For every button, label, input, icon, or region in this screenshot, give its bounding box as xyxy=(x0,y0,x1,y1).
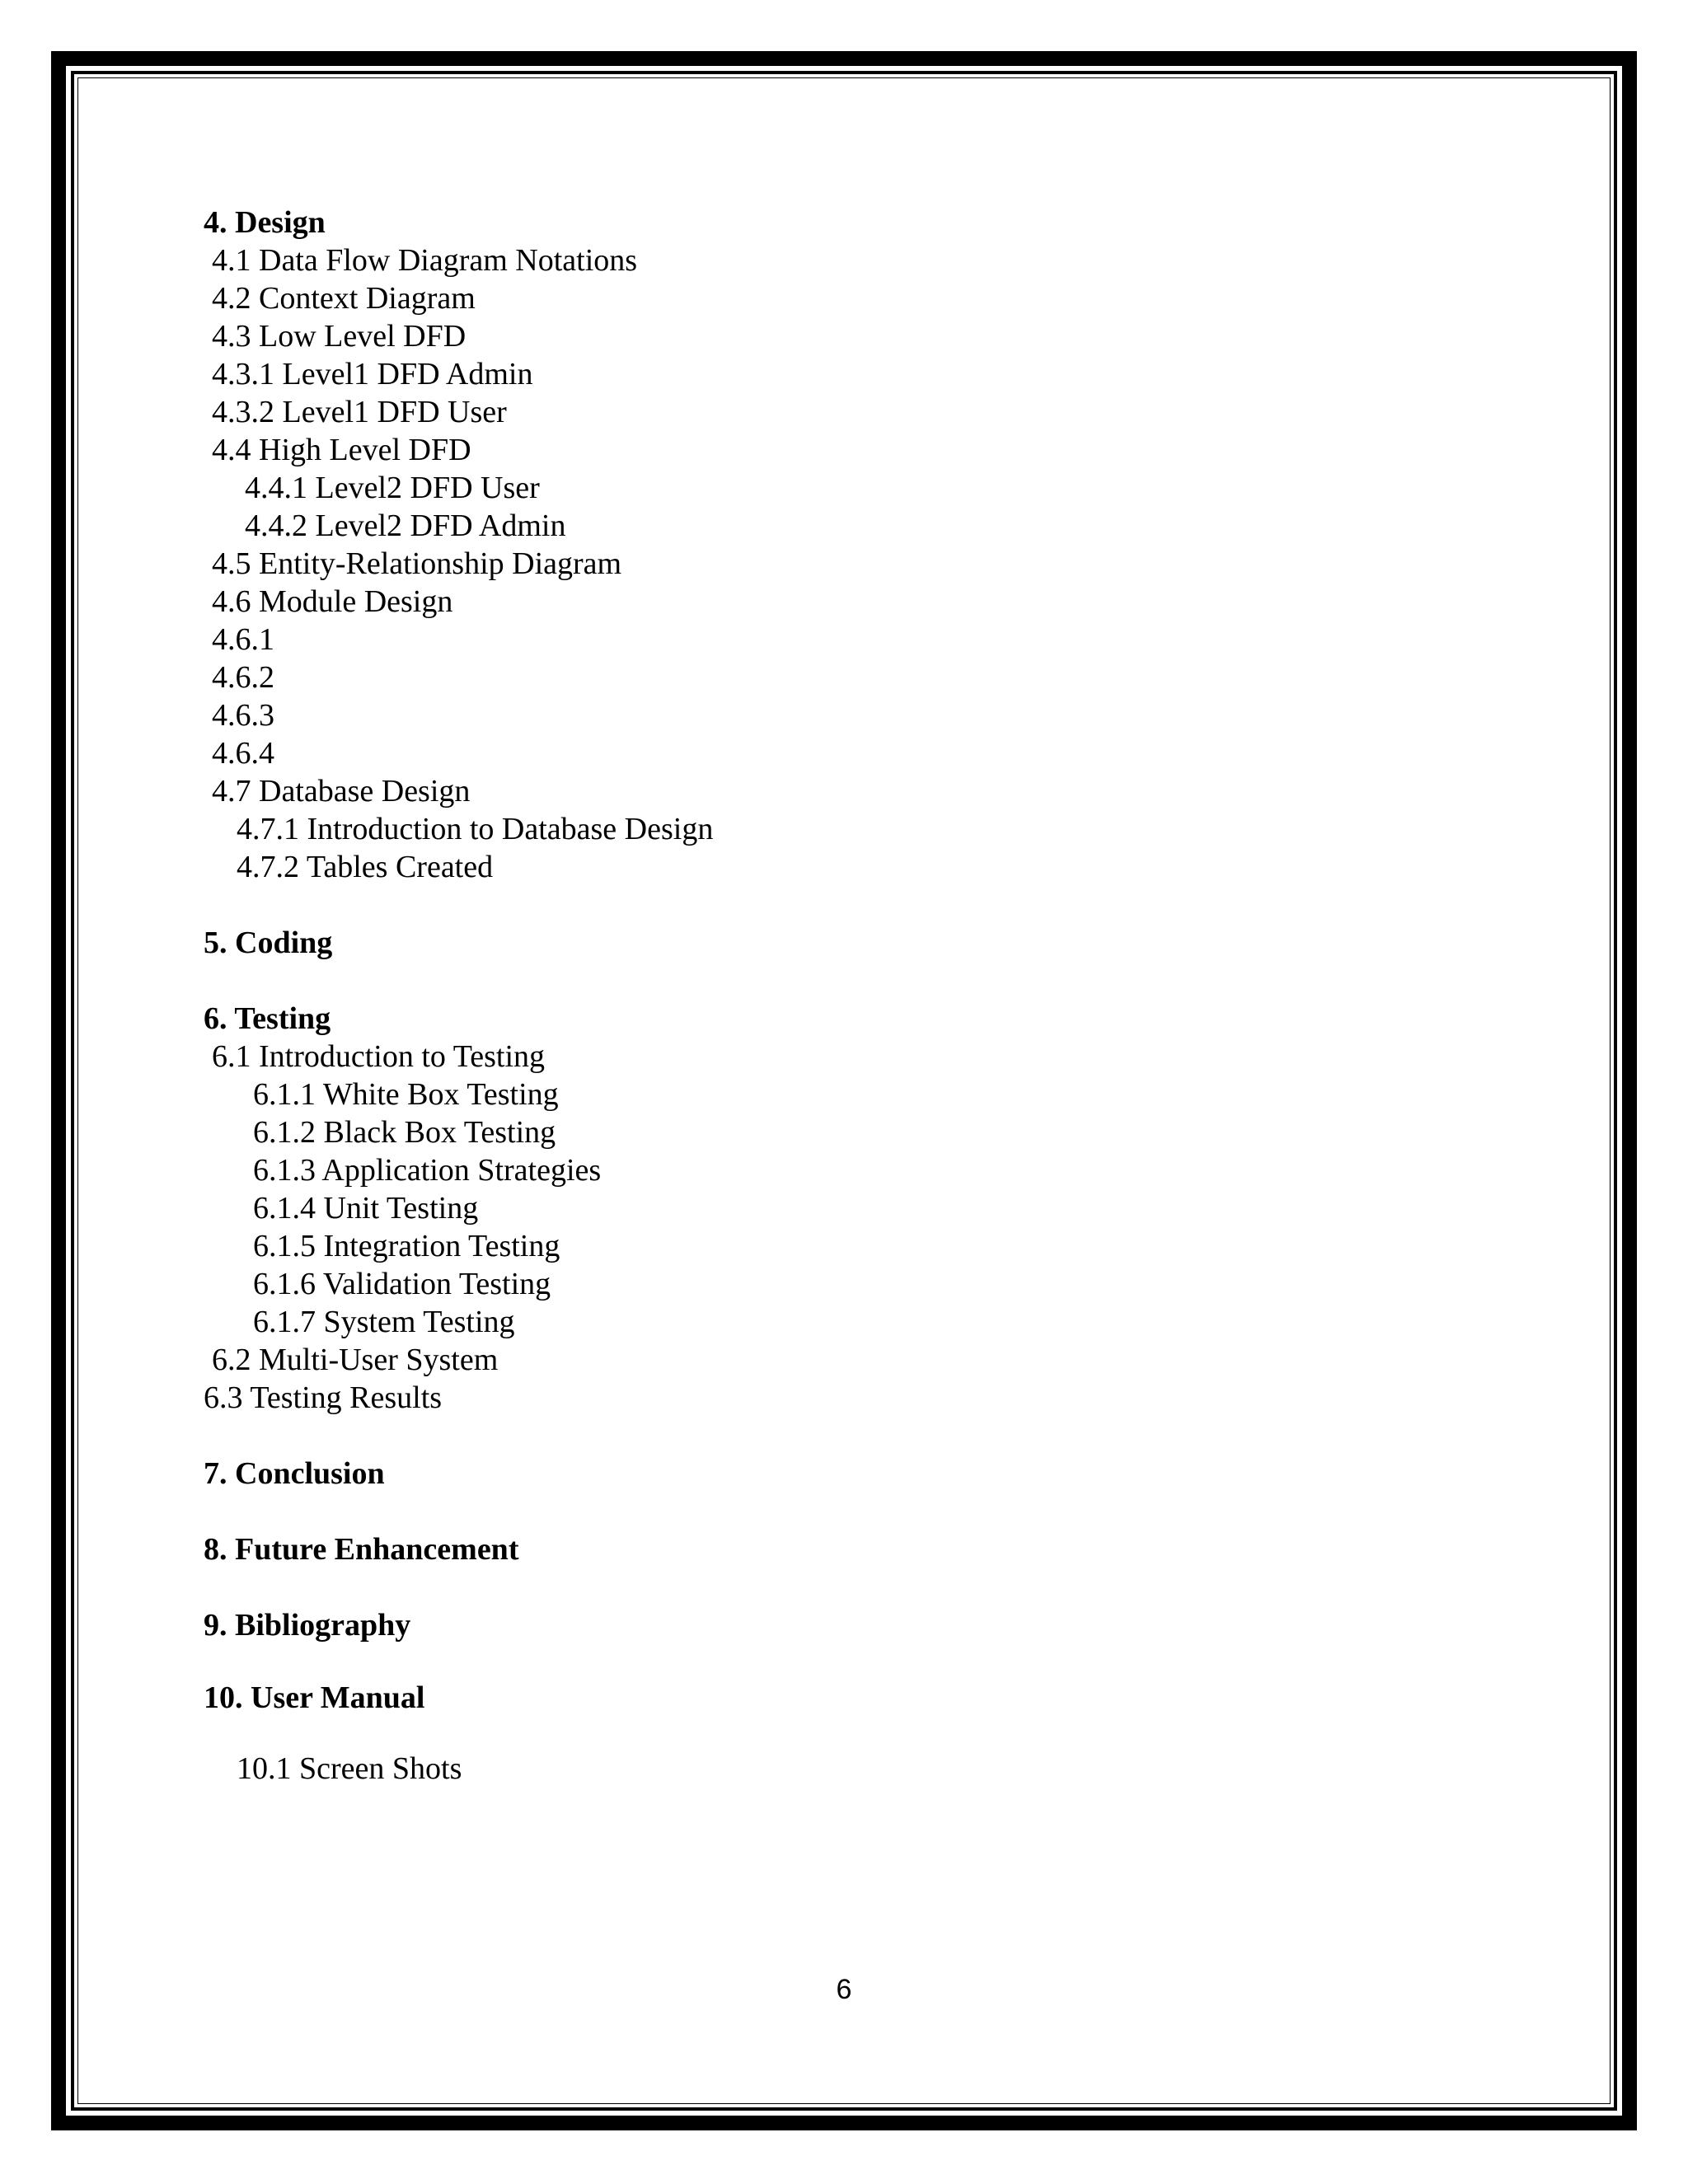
toc-entry: 4.5 Entity-Relationship Diagram xyxy=(212,546,622,581)
toc-entry: 4.3.1 Level1 DFD Admin xyxy=(212,357,533,391)
toc-entry: 4.6.3 xyxy=(212,698,274,733)
toc-entry: 4.6.4 xyxy=(212,736,274,771)
toc-entry: 8. Future Enhancement xyxy=(204,1532,519,1567)
toc-entry: 6.3 Testing Results xyxy=(204,1380,443,1415)
toc-entry: 7. Conclusion xyxy=(204,1456,385,1491)
toc-entry: 4.4.1 Level2 DFD User xyxy=(245,471,540,505)
toc-entry: 4.6.2 xyxy=(212,660,274,695)
toc-entry: 6.1.2 Black Box Testing xyxy=(253,1115,556,1150)
toc-entry: 9. Bibliography xyxy=(204,1608,411,1643)
toc-entry: 4.7.1 Introduction to Database Design xyxy=(237,812,714,846)
toc-entry: 6.1.3 Application Strategies xyxy=(253,1153,602,1188)
toc-entry: 4.6 Module Design xyxy=(212,584,453,619)
toc-entry: 10.1 Screen Shots xyxy=(237,1751,462,1786)
page-number: 6 xyxy=(836,1974,852,2005)
toc-entry: 4.3 Low Level DFD xyxy=(212,319,467,354)
toc-entry: 4.7.2 Tables Created xyxy=(237,850,494,884)
toc-entry: 5. Coding xyxy=(204,926,333,960)
toc-entry: 4.1 Data Flow Diagram Notations xyxy=(212,243,638,278)
toc-entry: 4.3.2 Level1 DFD User xyxy=(212,395,507,429)
toc-entry: 6.1.6 Validation Testing xyxy=(253,1267,551,1301)
toc-entry: 10. User Manual xyxy=(204,1680,425,1715)
toc-entry: 6.2 Multi-User System xyxy=(212,1343,499,1377)
toc-entry: 6. Testing xyxy=(204,1001,331,1036)
toc-entry: 6.1.5 Integration Testing xyxy=(253,1229,560,1263)
toc-entry: 6.1.7 System Testing xyxy=(253,1305,515,1339)
toc-entry: 6.1.1 White Box Testing xyxy=(253,1077,559,1112)
toc-entry: 4.2 Context Diagram xyxy=(212,281,476,316)
toc-entry: 4.4.2 Level2 DFD Admin xyxy=(245,509,566,543)
toc-entry: 4. Design xyxy=(204,205,326,240)
toc-entry: 6.1 Introduction to Testing xyxy=(212,1039,546,1074)
toc-entry: 4.7 Database Design xyxy=(212,774,471,808)
toc-entry: 4.6.1 xyxy=(212,622,274,657)
toc-entry: 4.4 High Level DFD xyxy=(212,433,471,467)
toc-entry: 6.1.4 Unit Testing xyxy=(253,1191,479,1226)
